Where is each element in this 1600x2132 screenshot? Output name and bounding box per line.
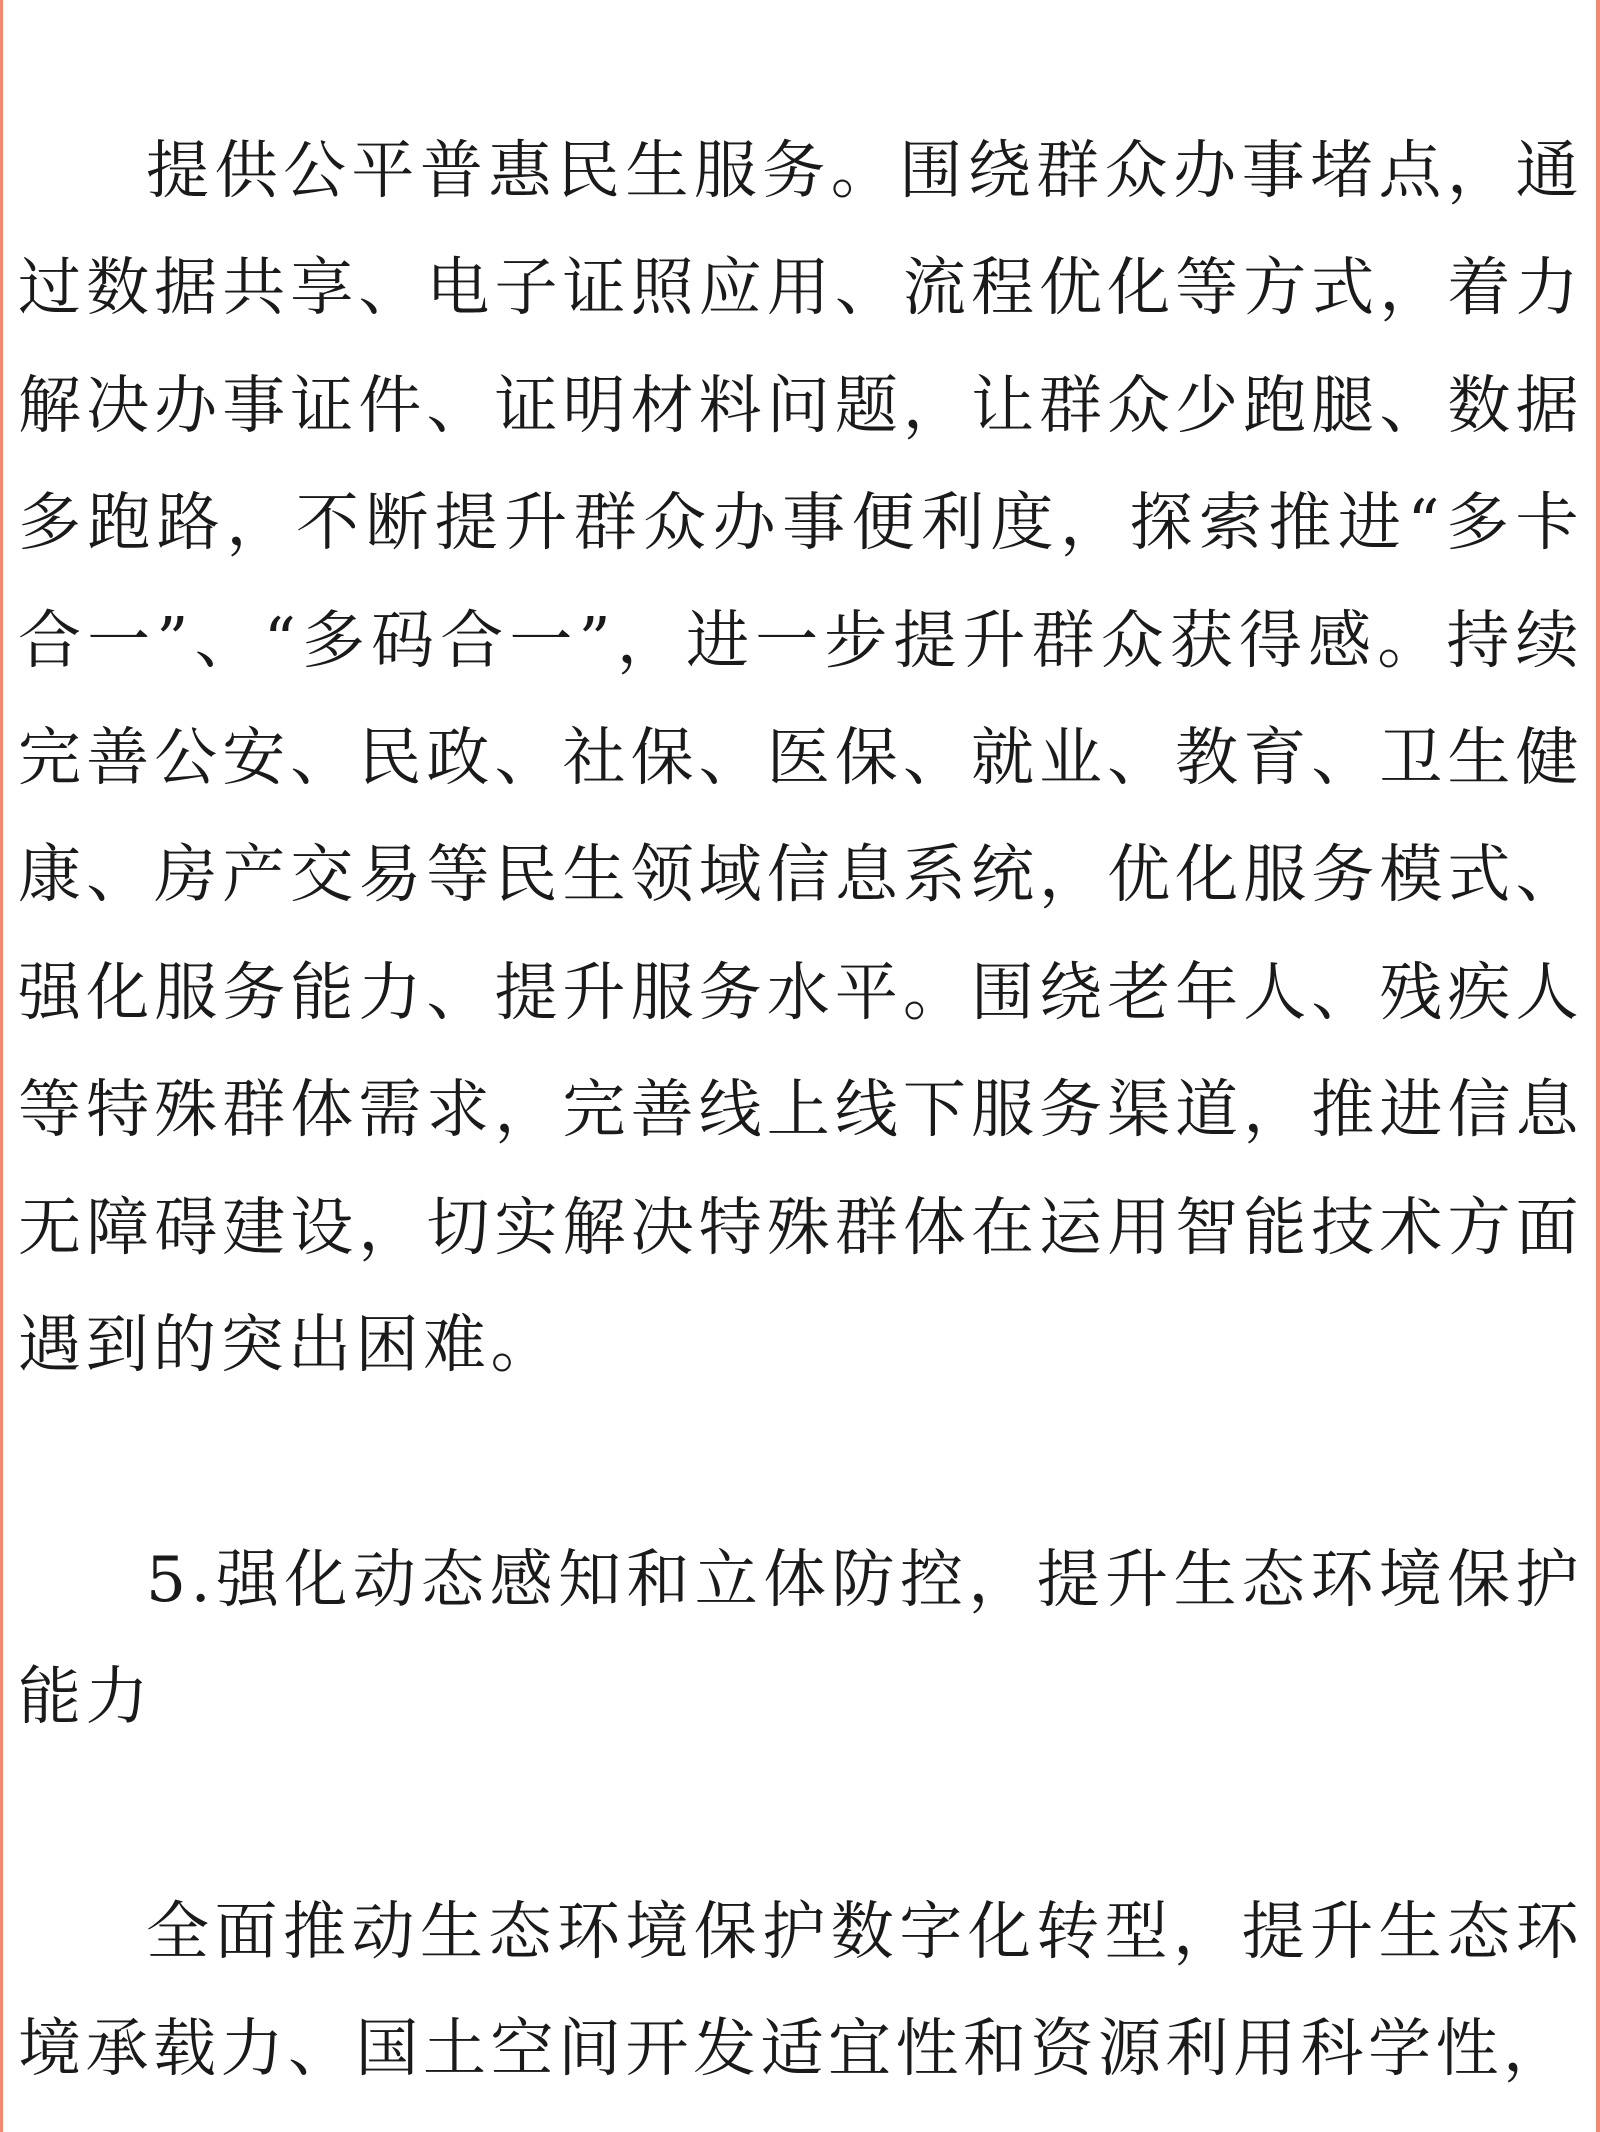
paragraph-gap: [18, 1403, 1583, 1520]
page-right-border: [1596, 0, 1600, 2132]
document-page: [18, 112, 1583, 2108]
section-heading: 5.强化动态感知和立体防控，提升生态环境保护能力: [18, 1542, 1583, 1734]
paragraph-ecology: 全面推动生态环境保护数字化转型，提升生态环境承载力、国土空间开发适宜性和资源利用科学性，: [18, 1895, 1583, 2086]
paragraph-public-services: 提供公平普惠民生服务。围绕群众办事堵点，通过数据共享、电子证照应用、流程优化等方式，着力解决办事证件、证明材料问题，让群众少跑腿、数据多跑路，不断提升群众办事便利度，探索推进“多卡合一”、“多码合一”，进一步提升群众获得感。持续完善公安、民政、社保、医保、就业、教育、卫生健康、房产交易等民生领域信息系统，优化服务模式、强化服务能力、提升服务水平。围绕老年人、残疾人等特殊群体需求，完善线上线下服务渠道，推进信息无障碍建设，切实解决特殊群体在运用智能技术方面遇到的突出困难。: [18, 134, 1583, 1382]
page-left-border: [0, 0, 3, 2132]
paragraph-gap: [18, 1756, 1583, 1873]
